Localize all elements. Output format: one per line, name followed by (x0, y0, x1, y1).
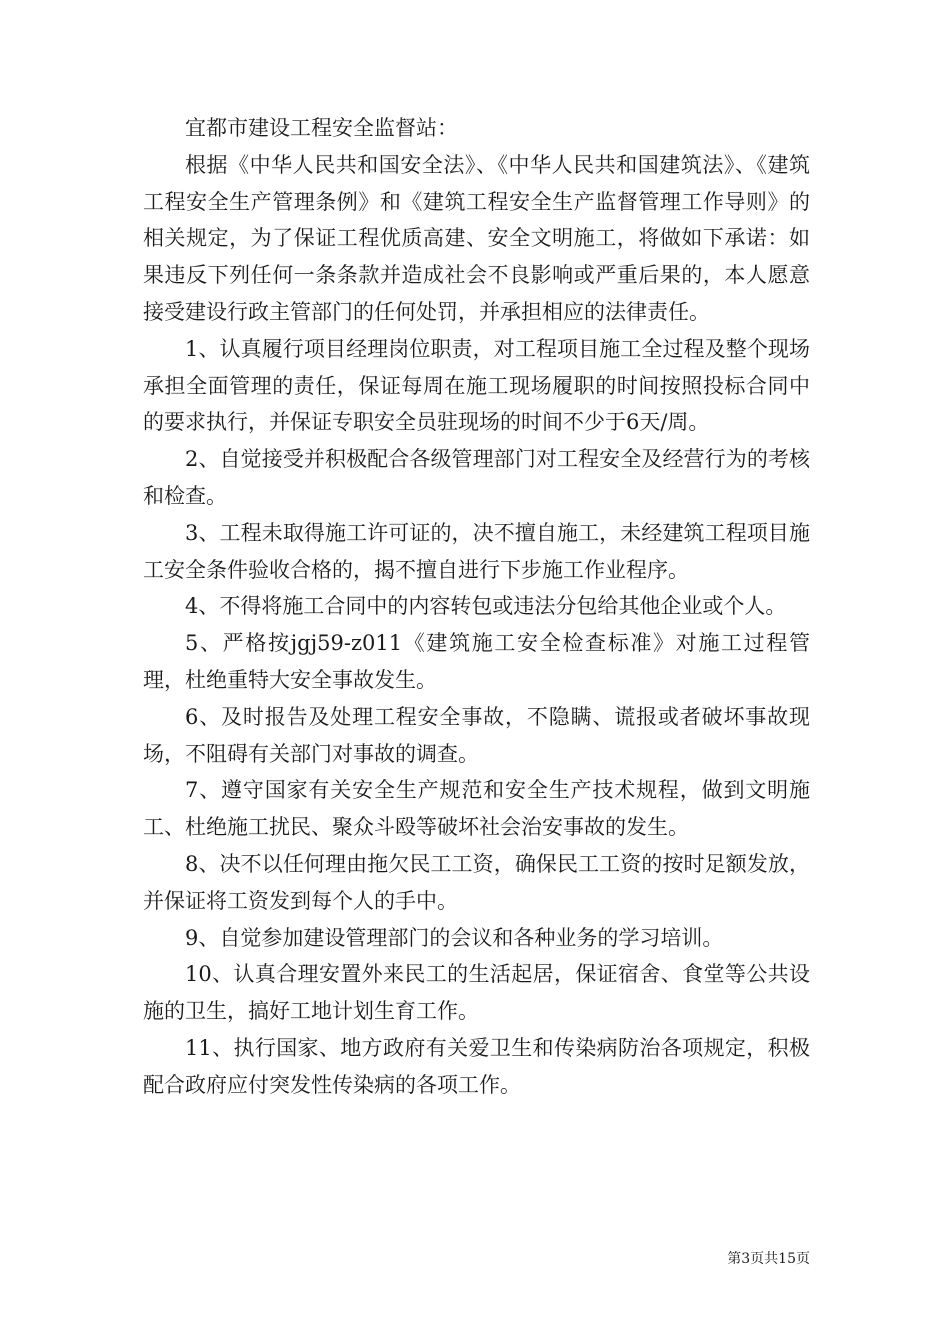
clause-4: 4、不得将施工合同中的内容转包或违法分包给其他企业或个人。 (185, 594, 787, 619)
page-number: 第3页共15页 (727, 1251, 810, 1267)
clause-6: 6、及时报告及处理工程安全事故，不隐瞒、谎报或者破坏事故现场，不阻碍有关部门对事故的调查。 (143, 704, 810, 766)
document-body (143, 110, 810, 1104)
clause-11: 11、执行国家、地方政府有关爱卫生和传染病防治各项规定，积极配合政府应付突发性传染病的各项工作。 (143, 1035, 810, 1097)
clause-9: 9、自觉参加建设管理部门的会议和各种业务的学习培训。 (185, 925, 724, 950)
clause-3: 3、工程未取得施工许可证的，决不擅自施工，未经建筑工程项目施工安全条件验收合格的，揭不擅自进行下步施工作业程序。 (143, 520, 810, 582)
clause-5: 5、严格按jgj59-z011《建筑施工安全检查标准》对施工过程管理，杜绝重特大安全事故发生。 (143, 631, 810, 692)
intro-paragraph: 根据《中华人民共和国安全法》、《中华人民共和国建筑法》、《建筑工程安全生产管理条例》和《建筑工程安全生产监督管理工作导则》的相关规定，为了保证工程优质高建、安全文明施工，将做如下承诺：如果违反下列任何一条条款并造成社会不良影响或严重后果的，本人愿意接受建设行政主管部门的任何处罚，并承担相应的法律责任。 (143, 152, 810, 324)
clause-1: 1、认真履行项目经理岗位职责，对工程项目施工全过程及整个现场承担全面管理的责任，保证每周在施工现场履职的时间按照投标合同中的要求执行，并保证专职安全员驻现场的时间不少于6天/周。 (143, 336, 810, 435)
clause-2: 2、自觉接受并积极配合各级管理部门对工程安全及经营行为的考核和检查。 (143, 447, 810, 508)
clause-8: 8、决不以任何理由拖欠民工工资，确保民工工资的按时足额发放，并保证将工资发到每个人的手中。 (143, 851, 810, 913)
clause-10: 10、认真合理安置外来民工的生活起居，保证宿舍、食堂等公共设施的卫生，搞好工地计划生育工作。 (143, 962, 810, 1024)
salutation: 宜都市建设工程安全监督站： (185, 116, 458, 140)
clause-7: 7、遵守国家有关安全生产规范和安全生产技术规程，做到文明施工、杜绝施工扰民、聚众斗殴等破坏社会治安事故的发生。 (143, 778, 810, 840)
